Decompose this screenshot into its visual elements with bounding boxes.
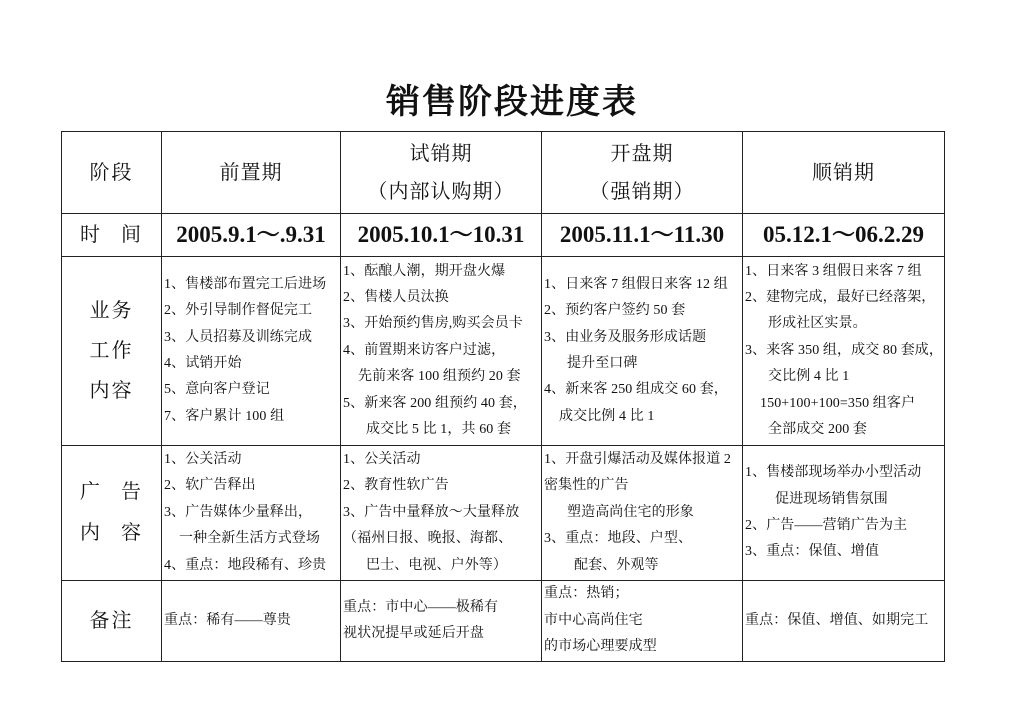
date-range: 05.12.1～06.2.29 <box>763 222 924 247</box>
cell-line: 1、日来客 3 组假日来客 7 组 <box>745 263 922 279</box>
cell-line: 1、开盘引爆活动及媒体报道 2 <box>544 451 731 467</box>
cell-line: 1、公关活动 <box>164 451 242 467</box>
stage-header-steady-sale <box>743 132 945 214</box>
stage-name: 前置期 <box>219 161 283 184</box>
cell-line: 重点：热销； <box>544 586 629 602</box>
notes-pre-launch-cell <box>162 581 341 662</box>
date-range: 2005.10.1～10.31 <box>357 222 525 247</box>
cell-line: 配套、外观等 <box>574 557 659 573</box>
ads-pre-launch-cell <box>162 446 341 581</box>
label-line: 广 告 <box>80 481 143 503</box>
stage-name: 顺销期 <box>812 161 875 184</box>
notes-trial-sale-cell <box>341 581 542 662</box>
ads-steady-sale-cell <box>743 446 945 581</box>
cell-line: 2、外引导制作督促完工 <box>164 303 313 319</box>
business-opening-cell <box>542 257 743 446</box>
cell-line: 视状况提早或延后开盘 <box>343 626 484 641</box>
ads-opening-cell <box>542 446 743 581</box>
cell-line: 交比例 4 比 1 <box>768 369 850 385</box>
cell-line: 2、预约客户签约 50 套 <box>544 303 686 319</box>
stage-label: 阶段 <box>89 161 134 184</box>
stage-subtitle: （内部认购期） <box>367 180 515 203</box>
cell-line: 巴士、电视、户外等） <box>366 557 507 573</box>
cell-line: 提升至口碑 <box>567 356 638 371</box>
notes-opening-cell <box>542 581 743 662</box>
cell-line: 3、广告媒体少量释出， <box>164 504 313 520</box>
business-steady-sale-cell <box>743 257 945 446</box>
cell-line: 重点：市中心——极稀有 <box>343 599 499 615</box>
ads-trial-sale-cell <box>341 446 542 581</box>
stage-header-opening <box>542 132 743 214</box>
stage-subtitle: （强销期） <box>589 180 695 203</box>
label-line: 工作 <box>89 340 134 362</box>
cell-line: 形成社区实景。 <box>768 316 867 332</box>
cell-line: 2、广告——营销广告为主 <box>745 518 908 533</box>
notes-steady-sale-cell <box>743 581 945 662</box>
business-pre-launch-cell <box>162 257 341 446</box>
cell-line: 150+100+100=350 组客户 <box>760 395 916 411</box>
time-steady-sale <box>743 214 945 257</box>
cell-line: 2、建物完成，最好已经落架， <box>745 289 936 305</box>
cell-line: 2、教育性软广告 <box>343 478 449 494</box>
cell-line: 1、公关活动 <box>343 451 421 467</box>
cell-line: 促进现场销售氛围 <box>775 491 888 507</box>
date-range: 2005.11.1～11.30 <box>559 222 725 247</box>
cell-line: 重点：稀有——尊贵 <box>164 612 291 628</box>
cell-line: 的市场心理要成型 <box>544 639 657 655</box>
cell-line: 一种全新生活方式登场 <box>179 531 320 547</box>
cell-line: 重点：保值、增值、如期完工 <box>745 612 929 628</box>
label-line: 内容 <box>89 380 134 402</box>
cell-line: 4、新来客 250 组成交 60 套， <box>544 382 728 398</box>
business-trial-sale-cell <box>341 257 542 446</box>
label-line: 业务 <box>89 300 134 322</box>
stage-name: 开盘期 <box>610 142 674 165</box>
cell-line: 成交比例 4 比 1 <box>559 408 655 424</box>
time-opening <box>542 214 743 257</box>
cell-line: 先前来客 100 组预约 20 套 <box>358 369 521 385</box>
time-trial-sale <box>341 214 542 257</box>
date-range: 2005.9.1～.9.31 <box>176 222 326 247</box>
stage-header-pre-launch <box>162 132 341 214</box>
cell-line: （福州日报、晚报、海都、 <box>343 531 513 547</box>
time-label: 时 间 <box>80 224 143 246</box>
time-pre-launch <box>162 214 341 257</box>
document-title: 销售阶段进度表 <box>386 84 638 121</box>
cell-line: 2、软广告释出 <box>164 478 256 494</box>
cell-line: 塑造高尚住宅的形象 <box>567 504 694 520</box>
cell-line: 4、试销开始 <box>164 356 242 371</box>
cell-line: 5、新来客 200 组预约 40 套， <box>343 395 527 411</box>
stage-header-trial-sale <box>341 132 542 214</box>
business-row-label <box>62 257 162 446</box>
cell-line: 市中心高尚住宅 <box>544 612 643 628</box>
notes-label: 备注 <box>89 610 134 632</box>
cell-line: 3、重点：地段、户型、 <box>544 531 693 547</box>
label-line: 内 容 <box>80 522 143 544</box>
cell-line: 5、意向客户登记 <box>164 382 270 398</box>
cell-line: 3、来客 350 组，成交 80 套成， <box>745 342 943 358</box>
cell-line: 3、人员招募及训练完成 <box>164 329 313 345</box>
cell-line: 1、售楼部现场举办小型活动 <box>745 465 922 481</box>
cell-line: 3、重点：保值、增值 <box>745 544 879 560</box>
ads-row-label <box>62 446 162 581</box>
cell-line: 4、前置期来访客户过滤， <box>343 342 506 358</box>
cell-line: 1、售楼部布置完工后进场 <box>164 276 327 292</box>
sales-stage-table <box>61 131 945 662</box>
time-row-label <box>62 214 162 257</box>
notes-row-label <box>62 581 162 662</box>
cell-line: 7、客户累计 100 组 <box>164 408 285 424</box>
cell-line: 3、广告中量释放～大量释放 <box>343 504 520 520</box>
cell-line: 1、日来客 7 组假日来客 12 组 <box>544 276 728 292</box>
stage-column-header <box>62 132 162 214</box>
cell-line: 4、重点：地段稀有、珍贵 <box>164 557 327 573</box>
cell-line: 1、酝酿人潮，期开盘火爆 <box>343 263 506 279</box>
cell-line: 3、由业务及服务形成话题 <box>544 329 707 345</box>
cell-line: 密集性的广告 <box>544 478 629 494</box>
cell-line: 3、开始预约售房,购买会员卡 <box>343 316 523 332</box>
stage-name: 试销期 <box>409 142 473 165</box>
cell-line: 成交比 5 比 1，共 60 套 <box>366 422 512 438</box>
cell-line: 全部成交 200 套 <box>768 422 867 438</box>
cell-line: 2、售楼人员汰换 <box>343 289 449 305</box>
